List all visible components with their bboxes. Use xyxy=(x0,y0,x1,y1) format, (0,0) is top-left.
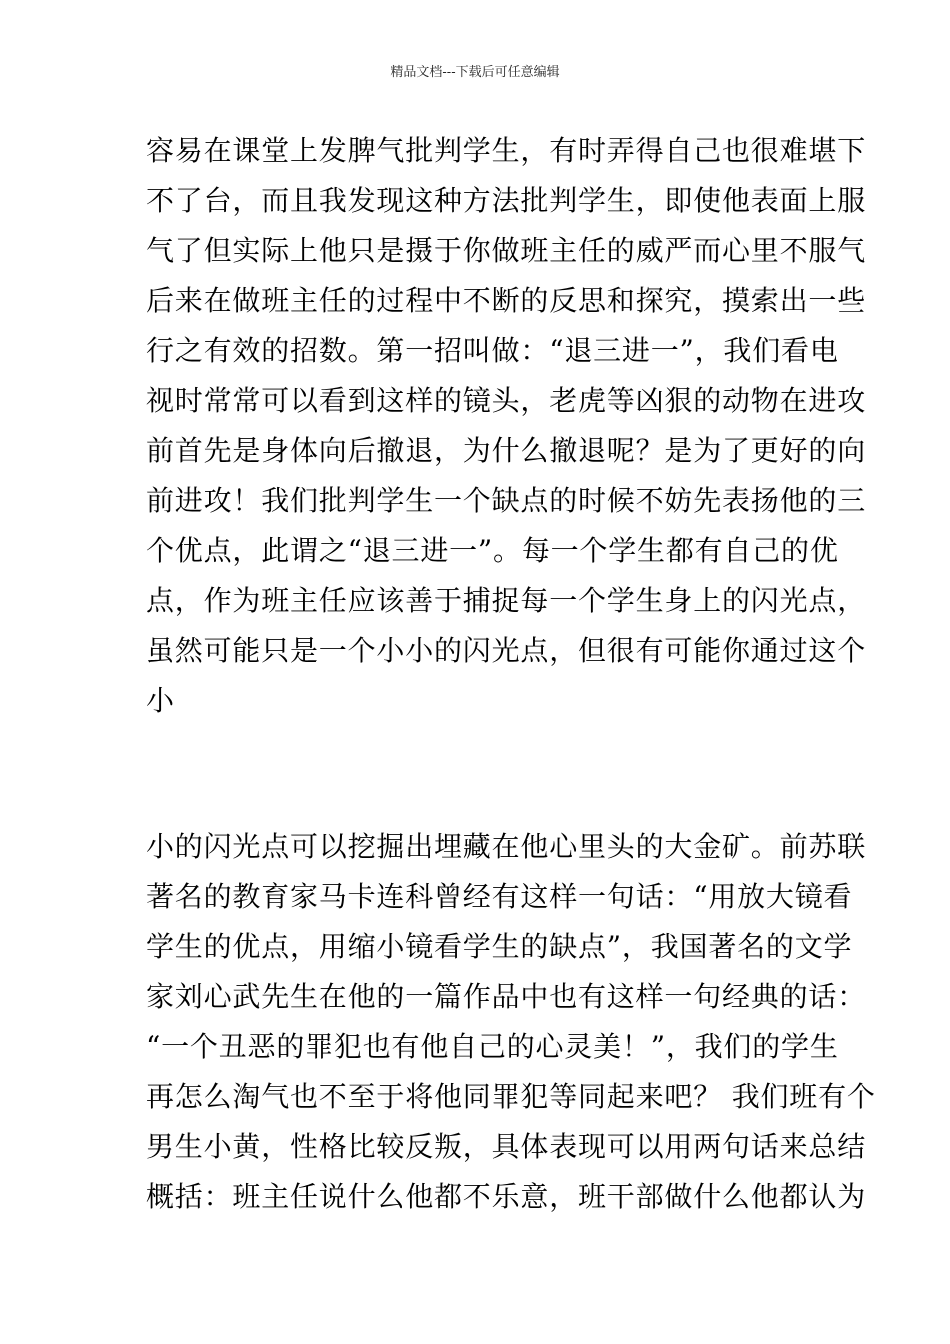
text-line: 再怎么淘气也不至于将他同罪犯等同起来吧？ 我们班有个 xyxy=(146,1080,876,1113)
text-line: 前进攻！我们批判学生一个缺点的时候不妨先表扬他的三 xyxy=(146,484,867,517)
text-line: 男生小黄，性格比较反叛，具体表现可以用两句话来总结 xyxy=(146,1130,867,1163)
text-line: 小 xyxy=(146,684,175,717)
text-line: 后来在做班主任的过程中不断的反思和探究，摸索出一些 xyxy=(146,284,867,317)
text-line: 视时常常可以看到这样的镜头，老虎等凶狠的动物在进攻 xyxy=(146,384,867,417)
text-line: 虽然可能只是一个小小的闪光点，但很有可能你通过这个 xyxy=(146,634,867,667)
page-header: 精品文档---下载后可任意编辑 xyxy=(390,65,560,80)
text-line: “一个丑恶的罪犯也有他自己的心灵美！”，我们的学生 xyxy=(146,1030,839,1063)
text-line: 行之有效的招数。第一招叫做：“退三进一”，我们看电 xyxy=(146,334,839,367)
text-line: 容易在课堂上发脾气批判学生，有时弄得自己也很难堪下 xyxy=(146,134,867,167)
text-line: 气了但实际上他只是摄于你做班主任的威严而心里不服气 xyxy=(146,234,867,267)
text-line: 个优点，此谓之“退三进一”。每一个学生都有自己的优 xyxy=(146,534,839,567)
text-line: 小的闪光点可以挖掘出埋藏在他心里头的大金矿。前苏联 xyxy=(146,830,867,863)
text-line: 点，作为班主任应该善于捕捉每一个学生身上的闪光点， xyxy=(146,584,867,617)
text-line: 家刘心武先生在他的一篇作品中也有这样一句经典的话： xyxy=(146,980,867,1013)
body-paragraph-1 xyxy=(146,126,867,726)
text-line: 著名的教育家马卡连科曾经有这样一句话：“用放大镜看 xyxy=(146,880,853,913)
text-line: 不了台，而且我发现这种方法批判学生，即使他表面上服 xyxy=(146,184,867,217)
text-line: 学生的优点，用缩小镜看学生的缺点”，我国著名的文学 xyxy=(146,930,853,963)
text-line: 概括：班主任说什么他都不乐意，班干部做什么他都认为 xyxy=(146,1180,867,1213)
text-line: 前首先是身体向后撤退，为什么撤退呢？是为了更好的向 xyxy=(146,434,867,467)
body-paragraph-2 xyxy=(146,822,876,1222)
